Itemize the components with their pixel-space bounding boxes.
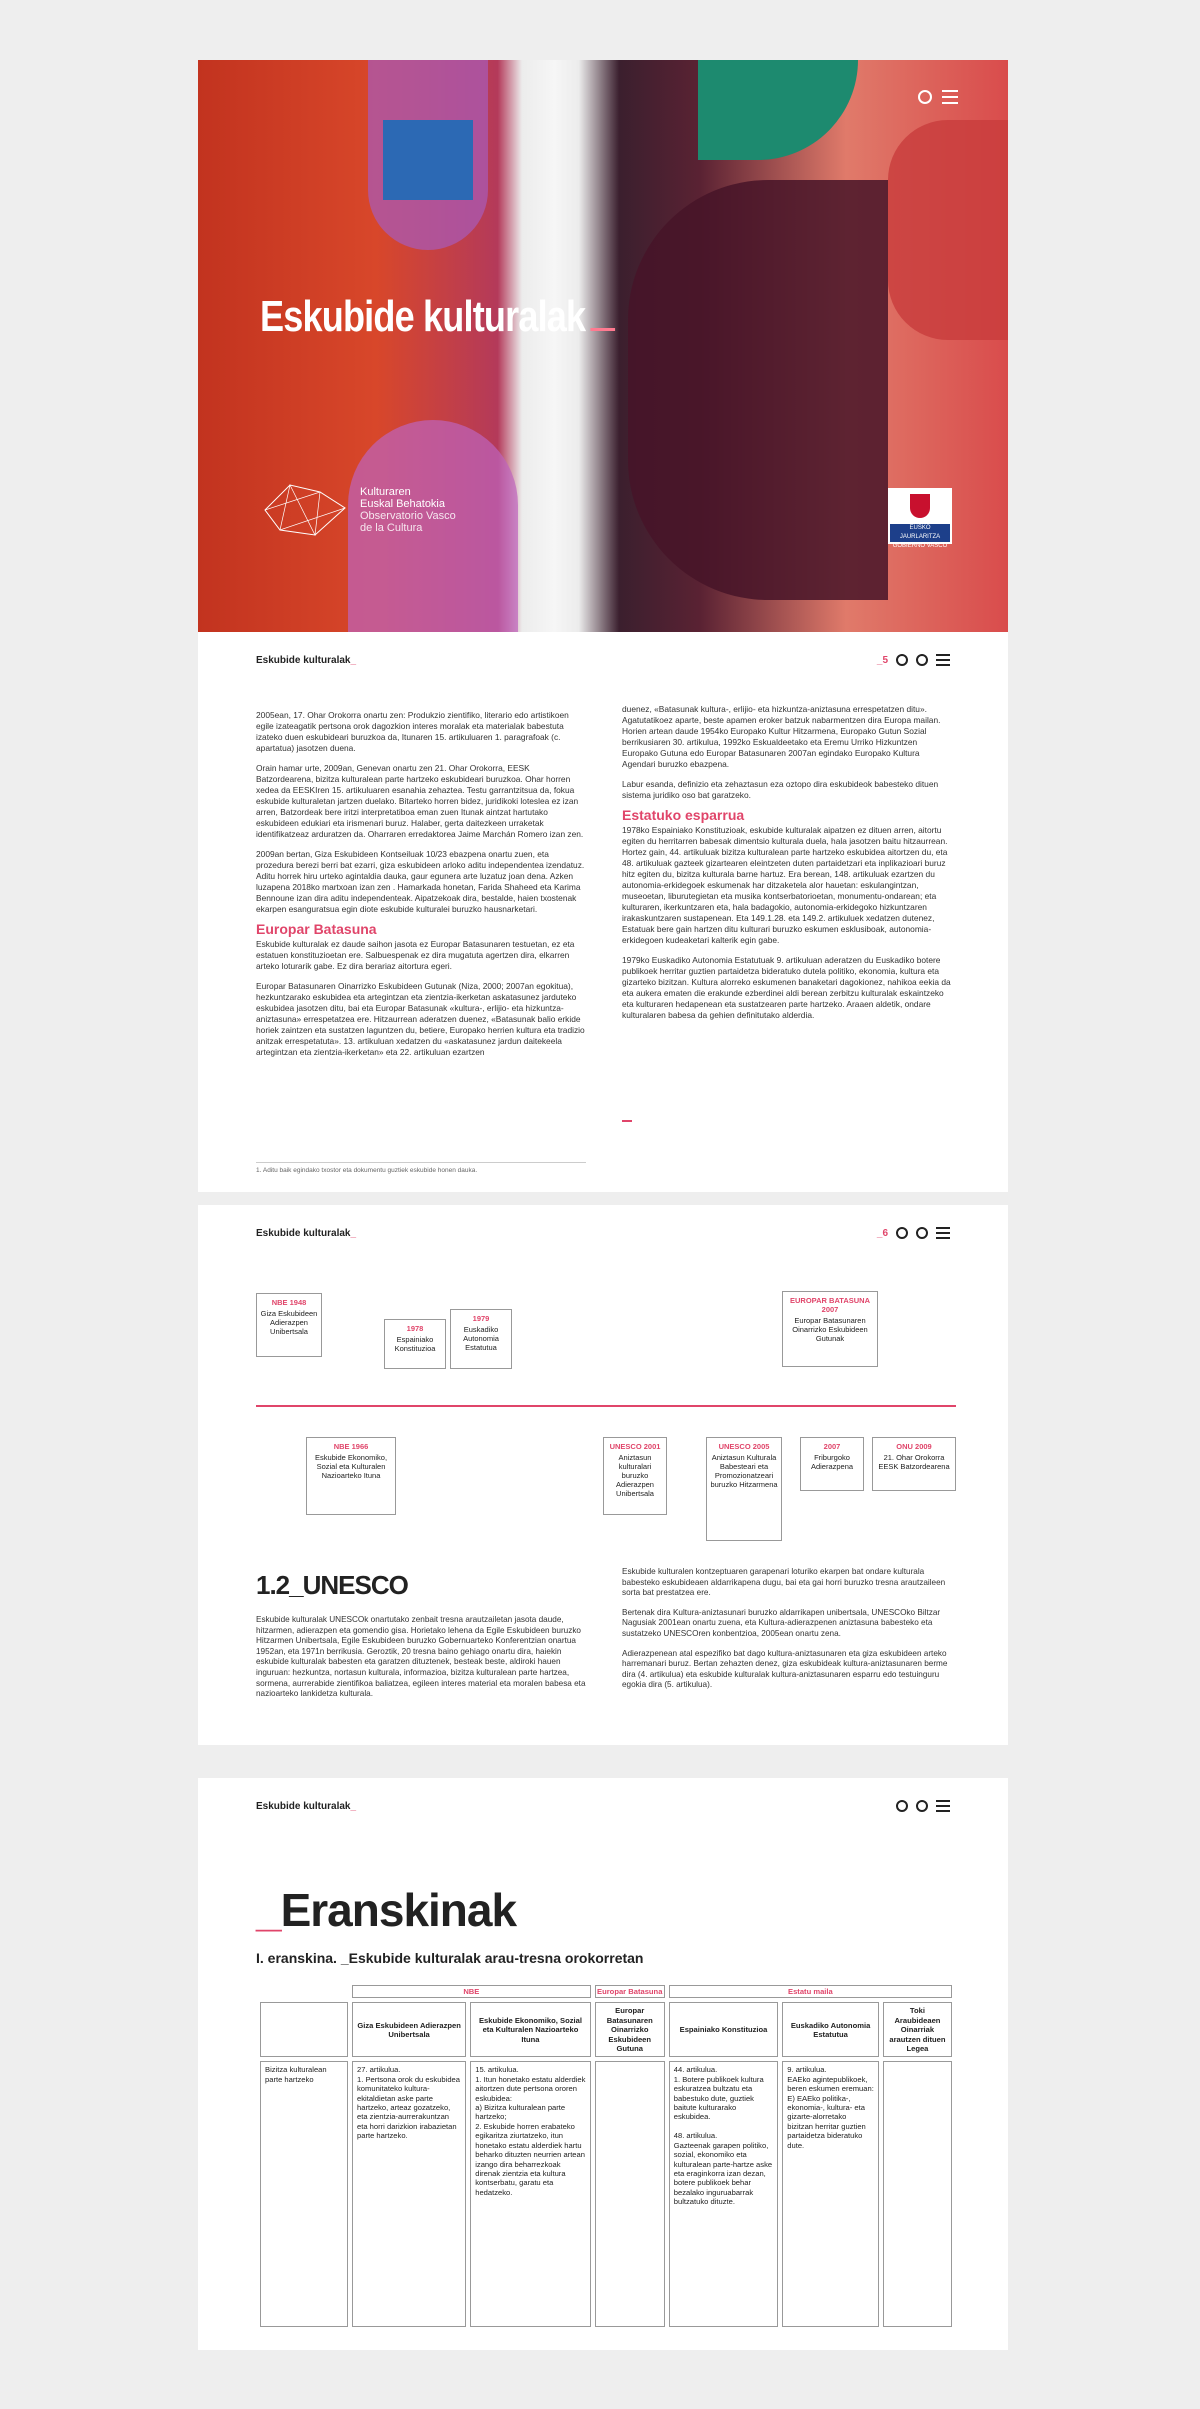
timeline-event: ONU 2009 21. Ohar Orokorra EESK Batzordearena <box>872 1437 956 1491</box>
page-nav <box>877 1227 950 1239</box>
column-header: Eskubide Ekonomiko, Sozial eta Kulturalen Nazioarteko Ituna <box>470 2002 591 2057</box>
timeline-event: NBE 1948 Giza Eskubideen Adierazpen Unibertsala <box>256 1293 322 1357</box>
cover-artwork-shape <box>888 120 1008 340</box>
key-icon[interactable] <box>916 1227 928 1239</box>
column-header: Giza Eskubideen Adierazpen Unibertsala <box>352 2002 466 2057</box>
observatory-logo <box>260 480 456 540</box>
timeline-event: UNESCO 2001 Aniztasun kulturalari buruzko Adierazpen Unibertsala <box>603 1437 667 1515</box>
annex-page <box>198 1778 1008 2350</box>
running-title: Eskubide kulturalak_ <box>256 1227 357 1239</box>
left-column <box>256 710 586 1067</box>
paragraph: 2005ean, 17. Ohar Orokorra onartu zen: Produkzio zientifiko, literario edo artistikoen egile izateagatik pertsona orok dagozkion interes moralak eta materialak babestuta izateko duen eskubideari buruzkoa da, Itunaren 15. artikuluaren 1. paragrafoak (c. apartatua) jasotzen duena. <box>256 710 569 753</box>
logo-line: Kulturaren <box>360 486 411 498</box>
section-heading: Estatuko esparrua <box>622 807 745 823</box>
right-column <box>622 1567 952 1700</box>
cover-artwork-shape <box>628 180 888 600</box>
page-5 <box>198 632 1008 1192</box>
end-marker <box>622 1120 632 1122</box>
annex-subtitle: I. eranskina. _Eskubide kulturalak arau-tresna orokorretan <box>256 1950 644 1966</box>
key-icon[interactable] <box>916 1800 928 1812</box>
footnote: 1. Aditu baik egindako txostor eta dokumentu guztiek eskubide honen dauka. <box>256 1162 586 1174</box>
page-6 <box>198 1205 1008 1745</box>
section-heading: Europar Batasuna <box>256 921 377 937</box>
table-cell <box>883 2061 952 2327</box>
table-cell: 9. artikulua. EAEko agintepublikoek, beren eskumen eremuan: E) EAEko politika-, ekonomia-, kultura- eta gizarte-alorretako bizitzan herritar guztien partaidetza bideratuko dute. <box>782 2061 879 2327</box>
annex-title: _Eranskinak <box>256 1884 517 1936</box>
paragraph: Adierazpenean atal espezifiko bat dago kultura-aniztasunaren eta giza eskubideen arteko harremanari buruz. Bertan zehazten denez, giza eskubideak kultura-aniztasunaren berme dira (4. artikulua) eta eskubide kulturalak kultura-aniztasunaren esparru edo testuinguru egokia dira (5. artikulua). <box>622 1648 948 1690</box>
paragraph: 1979ko Euskadiko Autonomia Estatutuak 9. artikuluan aderatzen du Euskadiko botere publikoek herritar guztien partaidetza bideratuko dutela politiko, ekonomia, kultura eta gizarteko bizitzan. Kultura alorreko eskumenen banaketari dagokionez, nahikoa eekia da eta aukera ematen die erakunde ezberdinei aldi berean zerbitzu kulturalak eskaintzeko eta kulturaren hedapenean eta sustatzearen parte hartzeko. Araaen aldetik, ondare kulturalaren babesa da gehien definitutako alderdia. <box>622 955 951 1020</box>
paragraph: Orain hamar urte, 2009an, Genevan onartu zen 21. Ohar Orokorra, EESK Batzordearena, bizitza kulturalean parte hartzeko eskubideari buruzkoa. Ohar horren xedea da EESKIren 15. artikuluaren esanahia zehaztea. Testu garrantzitsua da, fokua eskubide kulturaletan jartzen duelako. Bitarteko horren bidez, juridikoki loteslea ez izan arren, Batzordeak bere iritzi interpretatiboa eman zuen Itunak aintzat hartutako eskubideen edukiari eta irismenari buruz. Halaber, gerta daitezkeen urraketak identifikatzeaz arduratzen da. Oharraren erredaktorea Jaime Marchán Romero izan zen. <box>256 763 584 839</box>
group-header: Europar Batasuna <box>595 1985 665 1998</box>
column-header: Espainiako Konstituzioa <box>669 2002 779 2057</box>
back-icon[interactable] <box>896 1227 908 1239</box>
menu-icon[interactable] <box>936 1227 950 1239</box>
paragraph: 2009an bertan, Giza Eskubideen Kontseiluak 10/23 ebazpena onartu zuen, eta prozedura berezi berri bat ezarri, giza eskubideen arloko aditu independentea izendatuz. Aditu horrek hiru urteko agintaldia dauka, gaur egunera arte luzatuz joan dena. Azken luzapena 2018ko martxoan izan zen . Hamarkada honetan, Farida Shaheed eta Karima Bennoune izan dira aditu independenteak. Aipatzekoak dira, bestalde, haien txostenak ekarpen esanguratsua egin diote eskubide kulturalei buruzko hausnarketari. <box>256 849 585 914</box>
column-header: Euskadiko Autonomia Estatutua <box>782 2002 879 2057</box>
key-icon[interactable] <box>918 90 932 104</box>
polygon-logo-icon <box>260 480 350 540</box>
paragraph: Eskubide kulturalak UNESCOk onartutako zenbait tresna arautzailetan jasota daude, hitzarmen, adierazpen eta gomendio gisa. Horietako lehena da Egile Eskubideen buruzko Hitzarmen Unibertsala, Egile Eskubideen buruzko Gobernuarteko Konferentzian onartua 1952an, eta 1971n berrikusia. Geroztik, 20 tresna baino gehiago onartu dira, haiekin eskubide kulturalak babesten eta garatzen dituztenek, besteak beste, aldiroki hauen inguruan: hezkuntza, nortasun kulturala, informazioa, bizitza kulturalean parte hartzea, sormena, aurrerabide zientifikoa baliatzea, egileen interes material eta moralen babesa eta nazioarteko lankidetza kulturala. <box>256 1615 586 1699</box>
timeline-event: EUROPAR BATASUNA 2007 Europar Batasunaren Oinarrizko Eskubideen Gutunak <box>782 1291 878 1367</box>
page-nav <box>877 654 950 666</box>
timeline-event: 2007 Friburgoko Adierazpena <box>800 1437 864 1491</box>
table-cell: 15. artikulua. 1. Itun honetako estatu alderdiek aitortzen dute pertsona ororen eskubidea: a) Bizitza kulturalean parte hartzeko; 2. Eskubide horren erabateko egikaritza ziurtatzeko, itun honetako estatu alderdiek hartu beharko dituzten neurrien artean izango dira beharrezkoak direnak zientzia eta kultura kontserbatu, garatu eta hedatzeko. <box>470 2061 591 2327</box>
paragraph: Labur esanda, definizio eta zehaztasun eza oztopo dira eskubideok babesteko dituen sistema juridiko oso bat garatzeko. <box>622 779 939 800</box>
group-header: Estatu maila <box>669 1985 952 1998</box>
column-header: Europar Batasunaren Oinarrizko Eskubideen Gutuna <box>595 2002 665 2057</box>
row-label: Bizitza kulturalean parte hartzeko <box>260 2061 348 2327</box>
section-title: 1.2_UNESCO <box>256 1570 408 1600</box>
table-header-row <box>260 2002 952 2057</box>
logo-line: Observatorio Vasco <box>360 510 456 522</box>
paragraph: Europar Batasunaren Oinarrizko Eskubideen Gutunak (Niza, 2000; 2007an egokitua), hezkuntzarako eskubidea eta artegintzan eta zientzia-ikerketan askatasunez jarduteko eskubidea jasotzen ditu, bai eta Europar Batasunak «kultura-, erlijio- eta hizkuntza-aniztasuna» errespetatzea ere. Hitzaurrean aderatzen duenez, «Batasunak balio erkide horiek zaintzen eta sustatzen laguntzen du, betiere, Europako herrien kultura eta tradizio anitzak errespetatuta». 13. artikuluan xedatzen du «askatasunez jardun daitekeela artegintzan eta zientzia-ikerketan» eta 22. artikuluan ezartzen <box>256 981 585 1057</box>
logo-line: Euskal Behatokia <box>360 498 445 510</box>
running-title: Eskubide kulturalak_ <box>256 654 357 666</box>
paragraph: 1978ko Espainiako Konstituzioak, eskubide kulturalak aipatzen ez dituen arren, aitortu egiten du herritarren babesak dimentsio kulturala duela, hala jasotzen baitu hitzaurrean. Hortez gain, 44. artikuluak bizitza kulturalean parte hartzeko eskubidea aitortzen du, eta 48. artikuluak gazteek gizartearen eleintzeten duten partaidetzari eta inplikazioari buruz hitz egiten du, bizitza kulturala barne hartuz. Era berean, 148. artikuluak ezartzen du autonomia-erkidegoek eskumenak har ditzaketela alor hauetan: eskulangintzan, museoetan, liburutegietan eta musika kontserbatorioetan, monumentu-ondarean; eta kulturaren, ikerkuntzaren eta, hala badagokio, autonomia-erkidegoko hizkuntzaren irakaskuntzaren sustapenean. Eta 149.1.28. eta 149.2. artikuluek xedatzen dutenez, Estatuak bere gain hartzen ditu kulturari buruzko eskumen esklusiboak, autonomia-erkidegoen kudeaketari kalterik egin gabe. <box>622 825 948 945</box>
table-cell: 27. artikulua. 1. Pertsona orok du eskubidea komunitateko kultura-ekitaldietan aske parte hartzeko, arteaz gozatzeko, eta zientzia-aurrerakuntzan eta horri darizkion irabazietan parte hartzeko. <box>352 2061 466 2327</box>
table-cell: 44. artikulua. 1. Botere publikoek kultura eskuratzea bultzatu eta babestuko dute, guztiek baitute kulturarako eskubidea. 48. artikulua. Gazteenak garapen politiko, sozial, ekonomiko eta kulturalean parte-hartze aske eta eraginkorra izan dezan, botere publikoek behar bezalako inguruabarrak bultzatuko dituzte. <box>669 2061 779 2327</box>
title-underscore-bar <box>590 328 615 331</box>
table-group-row <box>260 1985 952 1998</box>
back-icon[interactable] <box>896 1800 908 1812</box>
right-column <box>622 704 952 1030</box>
timeline-axis <box>256 1405 956 1407</box>
government-seal-icon: EUSKO JAURLARITZA GOBIERNO VASCO <box>888 488 952 544</box>
left-column <box>256 1615 586 1709</box>
page-header <box>256 1800 950 1812</box>
timeline-event: NBE 1966 Eskubide Ekonomiko, Sozial eta Kulturalen Nazioarteko Ituna <box>306 1437 396 1515</box>
page-header <box>256 1227 950 1239</box>
cover-artwork-shape <box>383 120 473 200</box>
paragraph: Bertenak dira Kultura-aniztasunari buruzko aldarrikapen unibertsala, UNESCOko Biltzar Nagusiak 2001ean onartu zuena, eta Kultura-adierazpenen aniztasuna babesteko eta sustatzeko UNESCOren konbentzioa, 2005ean onartu zena. <box>622 1607 941 1638</box>
cover-artwork-shape <box>698 60 858 160</box>
menu-icon[interactable] <box>936 1800 950 1812</box>
table-row <box>260 2061 952 2327</box>
basque-government-logo <box>888 488 950 547</box>
timeline-event: UNESCO 2005 Aniztasun Kulturala Babesteari eta Promozionatzeari buruzko Hitzarmena <box>706 1437 782 1541</box>
paragraph: Eskubide kulturalen kontzeptuaren garapenari loturiko ekarpen bat ondare kulturala babesteko eskubideaen aldarrikapena dugu, bai eta gai horri buruzko tresna arautzaileen sorta bat prestatzea ere. <box>622 1567 946 1598</box>
group-header: NBE <box>352 1985 591 1998</box>
cover-page <box>198 60 1008 632</box>
column-header: Toki Araubideaen Oinarriak arautzen dituen Legea <box>883 2002 952 2057</box>
key-icon[interactable] <box>916 654 928 666</box>
paragraph: Eskubide kulturalak ez daude saihon jasota ez Europar Batasunaren testuetan, ez eta estatuen konstituzioetan ere. Salbuespenak ez dira mugatuta agertzen dira, elkarren arteko loturarik gabe. Ez dira berariaz aitortura egeri. <box>256 939 575 971</box>
cover-toolbar <box>918 90 958 104</box>
page-nav <box>896 1800 950 1812</box>
annex-table <box>256 1981 956 2331</box>
paragraph: duenez, «Batasunak kultura-, erlijio- eta hizkuntza-aniztasuna errespetatzen ditu». Agatutatikoez aparte, beste apamen eroker batzuk nabarmentzen dira Europa mailan. Horien artean daude 1954ko Europako Kultur Hitzarmena, Europako Gutun Sozial berrikusiaren 30. artikulua, 1992ko Eskualdeetako eta Eremu Urriko Hizkuntzen Europako Gutuna edo Europar Batasunaren 2007an egindako Europako Kultura Agendari buruzko ebazpena. <box>622 704 941 769</box>
menu-icon[interactable] <box>936 654 950 666</box>
page-number: _5 <box>876 654 888 666</box>
table-cell <box>595 2061 665 2327</box>
timeline-event: 1978 Espainiako Konstituzioa <box>384 1319 446 1369</box>
menu-icon[interactable] <box>942 90 958 104</box>
timeline-event: 1979 Euskadiko Autonomia Estatutua <box>450 1309 512 1369</box>
page-number: _6 <box>876 1227 888 1239</box>
page-header <box>256 654 950 666</box>
logo-line: de la Cultura <box>360 522 423 534</box>
back-icon[interactable] <box>896 654 908 666</box>
cover-title: Eskubide kulturalak <box>260 292 615 342</box>
running-title: Eskubide kulturalak_ <box>256 1800 357 1812</box>
